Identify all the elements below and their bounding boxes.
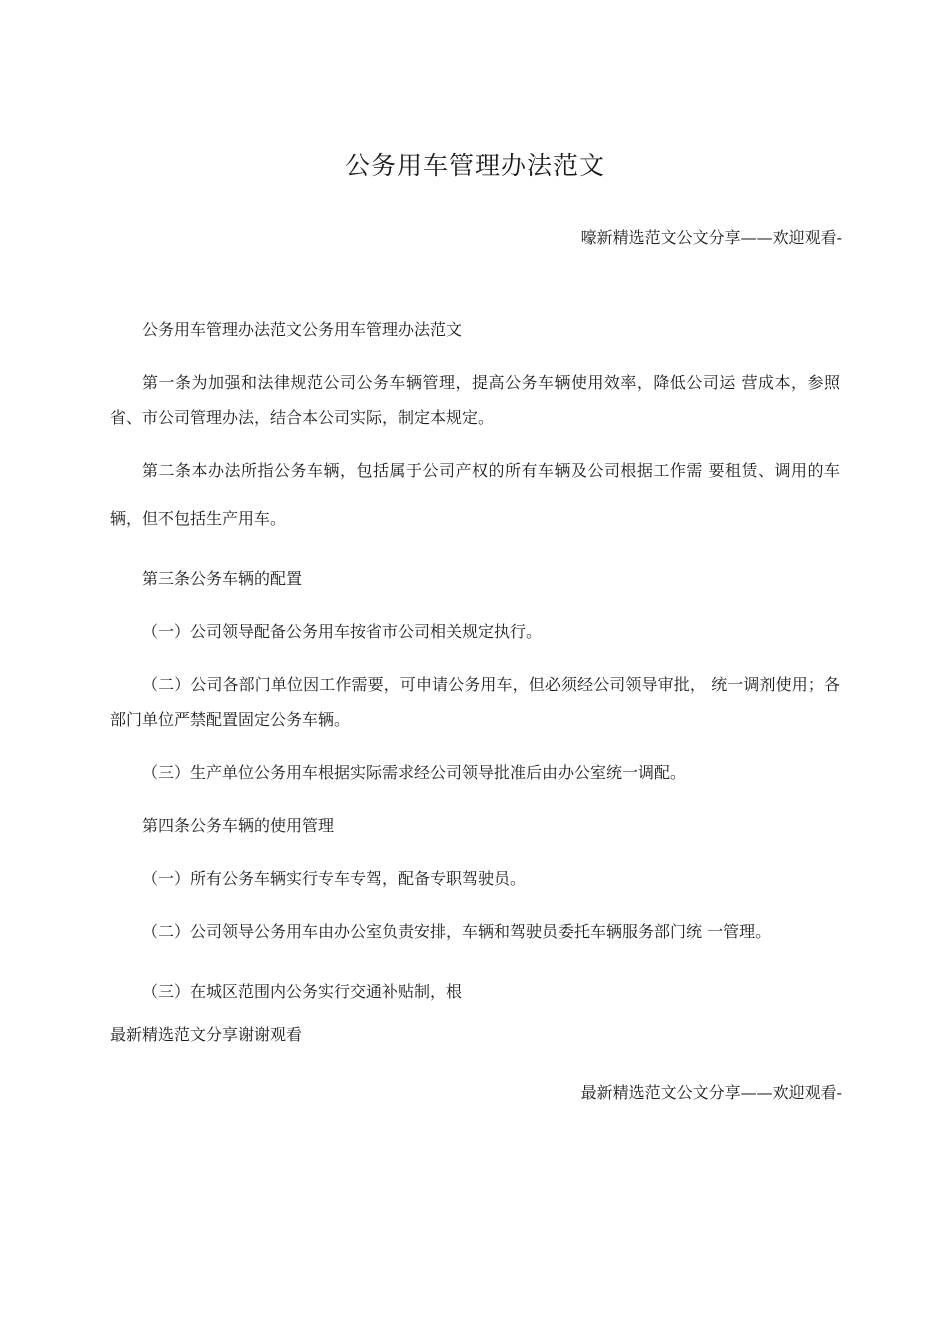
paragraph-article-2: 第二条本办法所指公务车辆，包括属于公司产权的所有车辆及公司根据工作需 要租赁、调用的车辆，但不包括生产用车。 <box>110 461 840 528</box>
paragraph-item: （二）公司领导公务用车由办公室负责安排，车辆和驾驶员委托车辆服务部门统 一管理。 <box>142 922 772 941</box>
paragraph-article-3: 第三条公务车辆的配置 <box>142 569 303 588</box>
document-title: 公务用车管理办法范文 <box>344 151 605 180</box>
paragraph-article-4: 第四条公务车辆的使用管理 <box>142 816 335 835</box>
paragraph-heading: 公务用车管理办法范文公务用车管理办法范文 <box>142 320 463 339</box>
paragraph-item: （三）生产单位公务用车根据实际需求经公司领导批准后由办公室统一调配。 <box>142 763 687 782</box>
document-body <box>110 312 840 1070</box>
paragraph-item: （二）公司各部门单位因工作需要，可申请公务用车，但必须经公司领导审批， 统一调剂使用；各部门单位严禁配置固定公务车辆。 <box>110 675 840 729</box>
footer-note: 最新精选范文公文分享——欢迎观看- <box>580 1083 842 1102</box>
paragraph-article-1: 第一条为加强和法律规范公司公务车辆管理，提高公务车辆使用效率，降低公司运 营成本，参照省、市公司管理办法，结合本公司实际，制定本规定。 <box>110 373 840 427</box>
paragraph-item: （三）在城区范围内公务实行交通补贴制，根 <box>142 982 463 1001</box>
paragraph-item: （一）所有公务车辆实行专车专驾，配备专职驾驶员。 <box>142 869 527 888</box>
closing-line: 最新精选范文分享谢谢观看 <box>110 1025 303 1044</box>
header-note: 嚎新精选范文公文分享——欢迎观看- <box>580 228 842 247</box>
paragraph-item: （一）公司领导配备公务用车按省市公司相关规定执行。 <box>142 622 543 641</box>
